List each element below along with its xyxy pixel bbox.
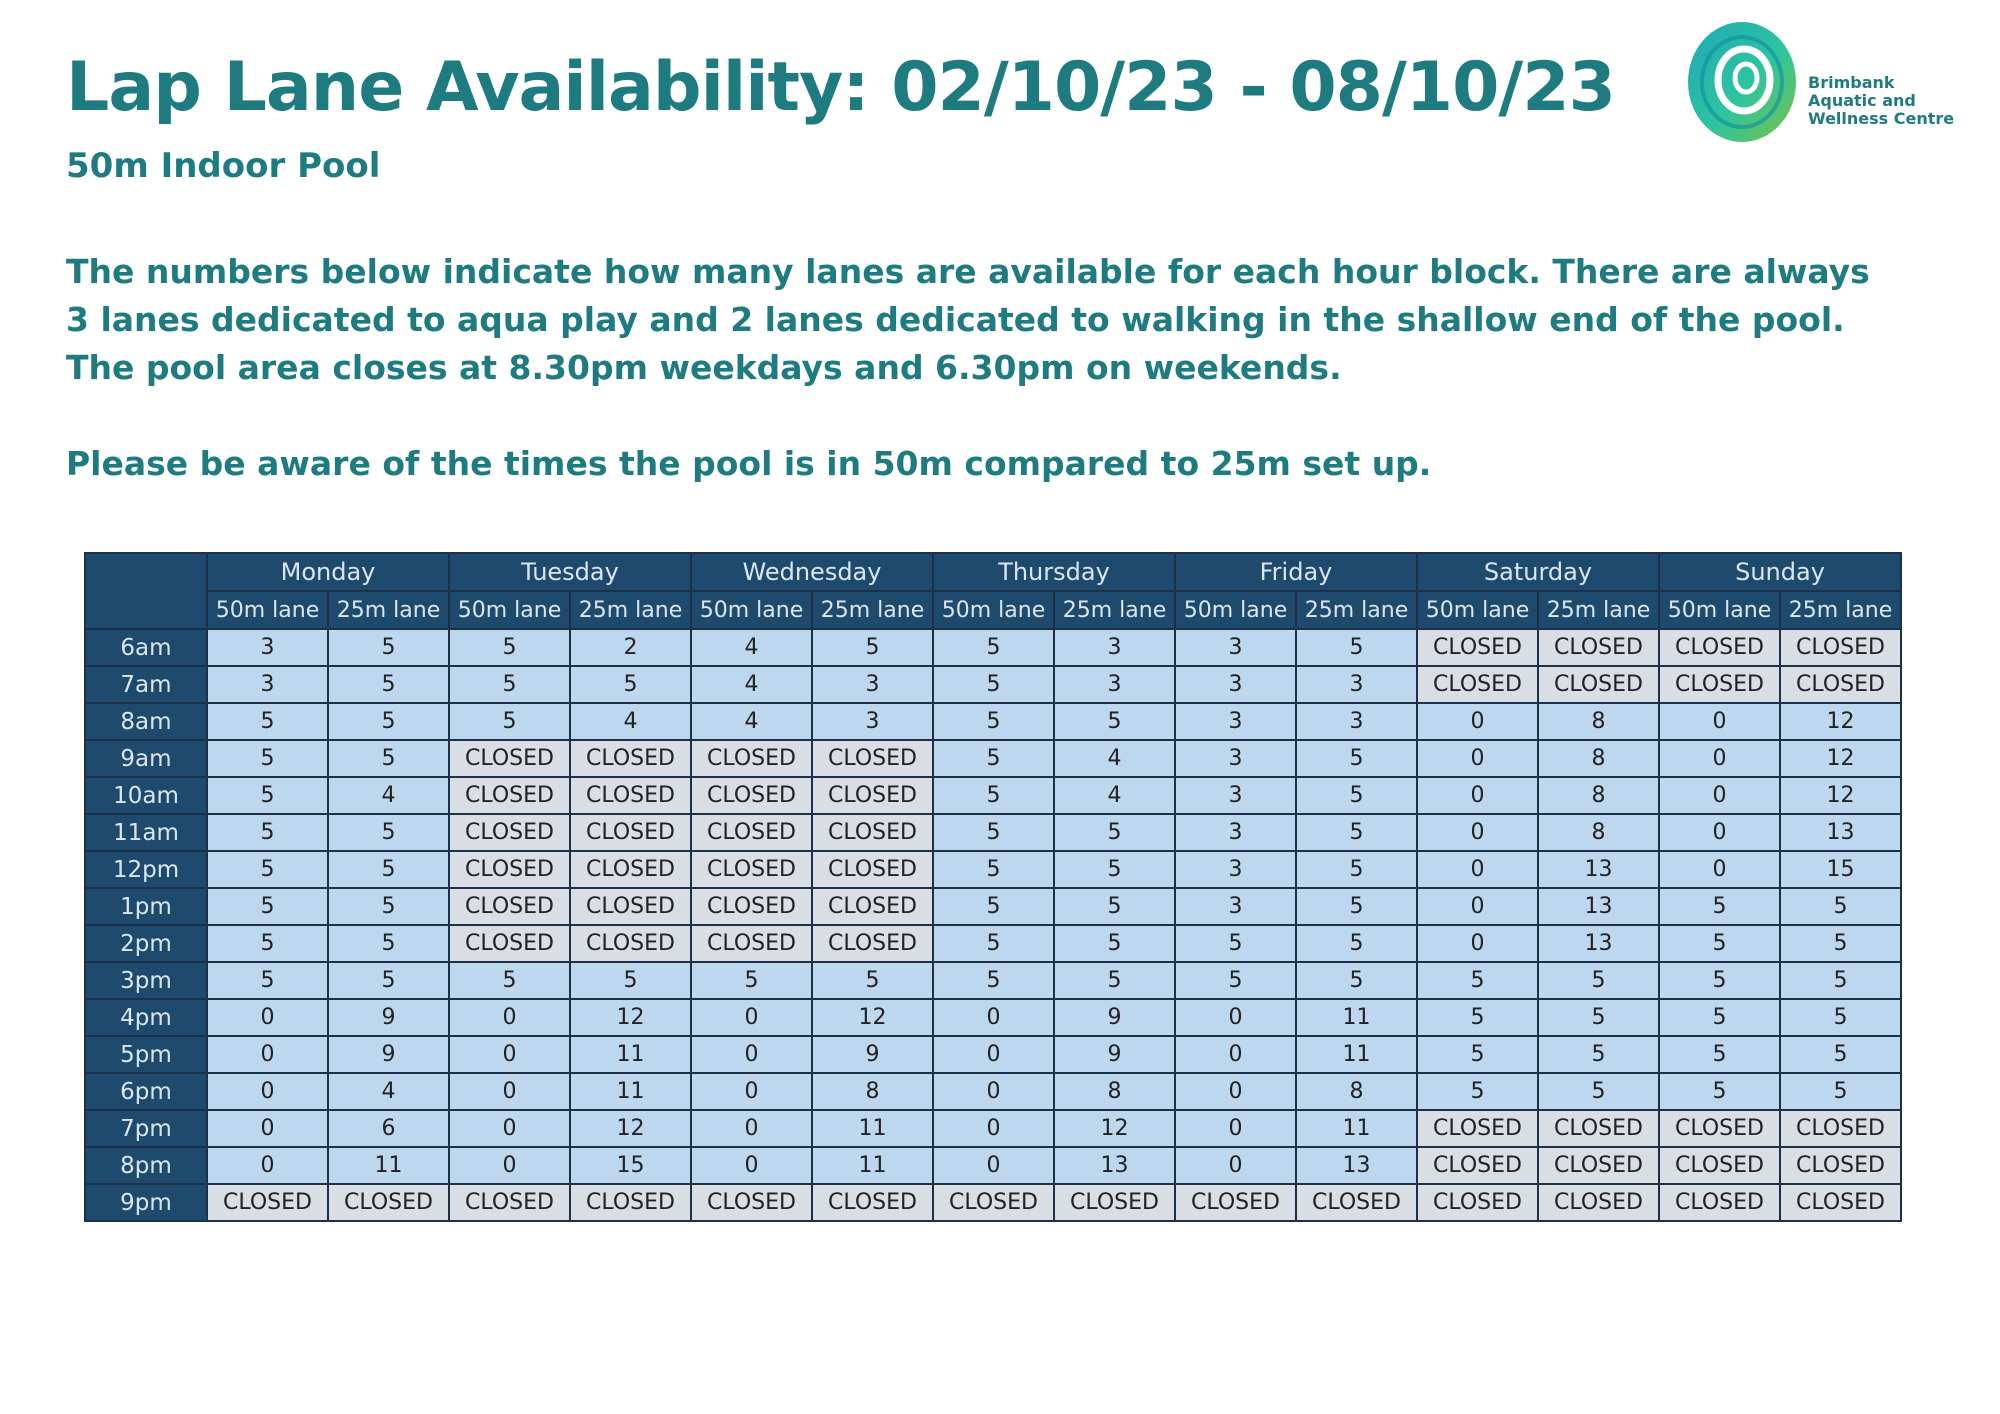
page-subtitle: 50m Indoor Pool <box>66 146 381 186</box>
lane-count-cell: 0 <box>1175 1110 1296 1147</box>
closed-cell: CLOSED <box>812 888 933 925</box>
lane-count-cell: 3 <box>1054 666 1175 703</box>
lane-count-cell: 3 <box>207 629 328 666</box>
lane-count-cell: 0 <box>207 999 328 1036</box>
table-body <box>85 629 1901 1221</box>
lane-count-cell: 5 <box>1538 962 1659 999</box>
lane-count-cell: 3 <box>1054 629 1175 666</box>
lane-count-cell: 4 <box>328 1073 449 1110</box>
lane-count-cell: 0 <box>449 1073 570 1110</box>
lane-count-cell: 6 <box>328 1110 449 1147</box>
lane-count-cell: 5 <box>328 814 449 851</box>
lane-count-cell: 5 <box>449 962 570 999</box>
closed-cell: CLOSED <box>1417 666 1538 703</box>
time-label: 4pm <box>85 999 207 1036</box>
closed-cell: CLOSED <box>1659 666 1780 703</box>
table-row <box>85 629 1901 666</box>
lane-count-cell: 5 <box>933 851 1054 888</box>
lane-count-cell: 4 <box>1054 740 1175 777</box>
closed-cell: CLOSED <box>1296 1184 1417 1221</box>
lane-count-cell: 5 <box>207 851 328 888</box>
lane-count-cell: 12 <box>1054 1110 1175 1147</box>
lane-count-cell: 12 <box>1780 740 1901 777</box>
closed-cell: CLOSED <box>1417 629 1538 666</box>
lane-count-cell: 0 <box>1417 777 1538 814</box>
closed-cell: CLOSED <box>1538 1184 1659 1221</box>
lane-count-cell: 0 <box>207 1110 328 1147</box>
lane-count-cell: 12 <box>812 999 933 1036</box>
lane-count-cell: 0 <box>691 1036 812 1073</box>
closed-cell: CLOSED <box>449 888 570 925</box>
lane-count-cell: 0 <box>449 1036 570 1073</box>
lane-count-cell: 5 <box>207 888 328 925</box>
logo-line: Brimbank <box>1808 73 1895 92</box>
lane-count-cell: 4 <box>570 703 691 740</box>
lane-count-cell: 5 <box>1780 1036 1901 1073</box>
lane-count-cell: 11 <box>1296 1110 1417 1147</box>
lane-count-cell: 4 <box>1054 777 1175 814</box>
closed-cell: CLOSED <box>812 925 933 962</box>
brimbank-logo <box>1684 20 1974 150</box>
lane-count-cell: 3 <box>812 666 933 703</box>
lane-count-cell: 5 <box>1659 888 1780 925</box>
lane-count-cell: 5 <box>328 740 449 777</box>
lane-count-cell: 5 <box>328 703 449 740</box>
table-row <box>85 777 1901 814</box>
lane-count-cell: 11 <box>812 1147 933 1184</box>
closed-cell: CLOSED <box>1659 1147 1780 1184</box>
time-label: 7pm <box>85 1110 207 1147</box>
lane-count-cell: 12 <box>570 999 691 1036</box>
lane-count-cell: 9 <box>328 999 449 1036</box>
lane-count-cell: 0 <box>1417 740 1538 777</box>
lane-count-cell: 4 <box>691 629 812 666</box>
lane-count-cell: 5 <box>328 629 449 666</box>
lane-count-cell: 9 <box>328 1036 449 1073</box>
intro-line: 3 lanes dedicated to aqua play and 2 lanes dedicated to walking in the shallow end of the pool. <box>66 300 1845 339</box>
lane-count-cell: 5 <box>1054 925 1175 962</box>
lane-count-cell: 5 <box>1417 962 1538 999</box>
lane-count-cell: 0 <box>933 1036 1054 1073</box>
time-label: 8am <box>85 703 207 740</box>
lane-count-cell: 5 <box>1175 962 1296 999</box>
lane-count-cell: 3 <box>812 703 933 740</box>
lane-count-cell: 5 <box>207 703 328 740</box>
logo-line: Wellness Centre <box>1808 109 1955 128</box>
lane-type-header: 50m lane <box>1659 591 1780 629</box>
lane-count-cell: 5 <box>207 777 328 814</box>
lane-count-cell: 13 <box>1538 888 1659 925</box>
time-label: 8pm <box>85 1147 207 1184</box>
day-header: Sunday <box>1659 553 1901 591</box>
lane-count-cell: 5 <box>1296 925 1417 962</box>
closed-cell: CLOSED <box>1780 1147 1901 1184</box>
lane-count-cell: 5 <box>449 666 570 703</box>
time-label: 9pm <box>85 1184 207 1221</box>
closed-cell: CLOSED <box>691 740 812 777</box>
closed-cell: CLOSED <box>570 814 691 851</box>
day-header: Friday <box>1175 553 1417 591</box>
lane-count-cell: 5 <box>328 851 449 888</box>
time-label: 6pm <box>85 1073 207 1110</box>
closed-cell: CLOSED <box>570 925 691 962</box>
lane-type-header: 25m lane <box>1780 591 1901 629</box>
lane-count-cell: 4 <box>691 666 812 703</box>
lane-count-cell: 0 <box>691 1147 812 1184</box>
lane-count-cell: 5 <box>1296 777 1417 814</box>
lane-count-cell: 11 <box>570 1036 691 1073</box>
lane-count-cell: 5 <box>933 666 1054 703</box>
lane-count-cell: 3 <box>1296 666 1417 703</box>
closed-cell: CLOSED <box>691 851 812 888</box>
lane-count-cell: 0 <box>449 1147 570 1184</box>
lane-count-cell: 4 <box>691 703 812 740</box>
table-row <box>85 1184 1901 1221</box>
lane-count-cell: 3 <box>1175 740 1296 777</box>
lane-count-cell: 15 <box>1780 851 1901 888</box>
lane-count-cell: 5 <box>1054 888 1175 925</box>
lane-count-cell: 13 <box>1538 925 1659 962</box>
lane-count-cell: 5 <box>1659 925 1780 962</box>
closed-cell: CLOSED <box>1417 1147 1538 1184</box>
lane-count-cell: 0 <box>1417 925 1538 962</box>
lane-type-header: 50m lane <box>449 591 570 629</box>
closed-cell: CLOSED <box>1780 666 1901 703</box>
lane-count-cell: 5 <box>933 629 1054 666</box>
day-header: Tuesday <box>449 553 691 591</box>
lane-type-header: 25m lane <box>570 591 691 629</box>
lane-count-cell: 3 <box>1175 777 1296 814</box>
lane-count-cell: 9 <box>1054 999 1175 1036</box>
logo-line: Aquatic and <box>1808 91 1916 110</box>
closed-cell: CLOSED <box>1538 666 1659 703</box>
lane-count-cell: 15 <box>570 1147 691 1184</box>
lane-count-cell: 9 <box>1054 1036 1175 1073</box>
intro-line: The numbers below indicate how many lanes are available for each hour block. There are always <box>66 252 1870 291</box>
lane-count-cell: 0 <box>933 1073 1054 1110</box>
lane-count-cell: 5 <box>1054 814 1175 851</box>
table-row <box>85 666 1901 703</box>
lane-count-cell: 5 <box>933 740 1054 777</box>
time-label: 5pm <box>85 1036 207 1073</box>
lane-count-cell: 11 <box>328 1147 449 1184</box>
lane-count-cell: 5 <box>933 777 1054 814</box>
lane-count-cell: 5 <box>207 740 328 777</box>
day-header: Wednesday <box>691 553 933 591</box>
table-row <box>85 851 1901 888</box>
lane-count-cell: 0 <box>1417 888 1538 925</box>
lane-count-cell: 0 <box>207 1147 328 1184</box>
time-label: 3pm <box>85 962 207 999</box>
lane-count-cell: 5 <box>1659 962 1780 999</box>
table-row <box>85 1073 1901 1110</box>
closed-cell: CLOSED <box>449 1184 570 1221</box>
lane-count-cell: 0 <box>449 1110 570 1147</box>
lane-count-cell: 0 <box>207 1073 328 1110</box>
closed-cell: CLOSED <box>207 1184 328 1221</box>
table-row <box>85 888 1901 925</box>
lane-count-cell: 5 <box>1780 962 1901 999</box>
lane-count-cell: 5 <box>933 888 1054 925</box>
lane-count-cell: 5 <box>1296 740 1417 777</box>
lane-count-cell: 11 <box>1296 1036 1417 1073</box>
closed-cell: CLOSED <box>1780 1110 1901 1147</box>
closed-cell: CLOSED <box>1780 1184 1901 1221</box>
lane-count-cell: 0 <box>933 1110 1054 1147</box>
lane-count-cell: 8 <box>1054 1073 1175 1110</box>
lane-type-header: 50m lane <box>691 591 812 629</box>
logo-text <box>1808 74 1954 128</box>
closed-cell: CLOSED <box>691 814 812 851</box>
lane-count-cell: 12 <box>1780 703 1901 740</box>
lane-count-cell: 5 <box>933 962 1054 999</box>
lane-count-cell: 0 <box>1175 1147 1296 1184</box>
closed-cell: CLOSED <box>691 777 812 814</box>
lane-availability-table <box>84 552 1902 1222</box>
lane-count-cell: 8 <box>1538 814 1659 851</box>
lane-count-cell: 5 <box>1538 1073 1659 1110</box>
closed-cell: CLOSED <box>570 777 691 814</box>
lane-count-cell: 11 <box>812 1110 933 1147</box>
time-label: 10am <box>85 777 207 814</box>
time-label: 9am <box>85 740 207 777</box>
lane-count-cell: 2 <box>570 629 691 666</box>
lane-count-cell: 5 <box>1417 1073 1538 1110</box>
lane-type-header: 50m lane <box>933 591 1054 629</box>
closed-cell: CLOSED <box>691 925 812 962</box>
closed-cell: CLOSED <box>1659 629 1780 666</box>
lane-count-cell: 0 <box>1417 851 1538 888</box>
closed-cell: CLOSED <box>328 1184 449 1221</box>
closed-cell: CLOSED <box>570 888 691 925</box>
closed-cell: CLOSED <box>1780 629 1901 666</box>
lane-count-cell: 5 <box>570 962 691 999</box>
lane-count-cell: 0 <box>1175 1073 1296 1110</box>
lane-type-header: 50m lane <box>207 591 328 629</box>
lane-count-cell: 0 <box>933 1147 1054 1184</box>
lane-count-cell: 8 <box>1538 777 1659 814</box>
lane-count-cell: 5 <box>1780 925 1901 962</box>
lane-count-cell: 5 <box>1296 629 1417 666</box>
lane-count-cell: 5 <box>933 925 1054 962</box>
closed-cell: CLOSED <box>449 777 570 814</box>
lane-type-header: 25m lane <box>328 591 449 629</box>
table-row <box>85 1110 1901 1147</box>
time-label: 2pm <box>85 925 207 962</box>
closed-cell: CLOSED <box>691 888 812 925</box>
lane-count-cell: 3 <box>1175 629 1296 666</box>
lane-count-cell: 5 <box>1296 814 1417 851</box>
lane-count-cell: 11 <box>1296 999 1417 1036</box>
lane-count-cell: 5 <box>812 629 933 666</box>
closed-cell: CLOSED <box>570 740 691 777</box>
lane-count-cell: 0 <box>691 1073 812 1110</box>
closed-cell: CLOSED <box>1054 1184 1175 1221</box>
lane-count-cell: 0 <box>207 1036 328 1073</box>
lane-type-header: 50m lane <box>1417 591 1538 629</box>
closed-cell: CLOSED <box>449 814 570 851</box>
lane-count-cell: 0 <box>1659 740 1780 777</box>
lane-count-cell: 5 <box>691 962 812 999</box>
lane-count-cell: 5 <box>1659 1036 1780 1073</box>
lane-count-cell: 5 <box>207 814 328 851</box>
closed-cell: CLOSED <box>1175 1184 1296 1221</box>
table-row <box>85 703 1901 740</box>
day-header-row <box>85 553 1901 591</box>
lane-count-cell: 3 <box>1175 703 1296 740</box>
lane-count-cell: 5 <box>1054 703 1175 740</box>
lane-count-cell: 5 <box>1296 851 1417 888</box>
lane-count-cell: 3 <box>1175 888 1296 925</box>
lane-count-cell: 4 <box>328 777 449 814</box>
closed-cell: CLOSED <box>1659 1110 1780 1147</box>
closed-cell: CLOSED <box>812 851 933 888</box>
closed-cell: CLOSED <box>449 925 570 962</box>
day-header: Saturday <box>1417 553 1659 591</box>
closed-cell: CLOSED <box>570 851 691 888</box>
time-label: 11am <box>85 814 207 851</box>
lane-count-cell: 5 <box>1296 962 1417 999</box>
lane-count-cell: 5 <box>1054 851 1175 888</box>
lane-count-cell: 5 <box>328 962 449 999</box>
table-row <box>85 1147 1901 1184</box>
lane-count-cell: 5 <box>1538 999 1659 1036</box>
lane-type-header: 25m lane <box>1296 591 1417 629</box>
lane-count-cell: 11 <box>570 1073 691 1110</box>
closed-cell: CLOSED <box>449 851 570 888</box>
logo-emblem-icon <box>1684 20 1802 144</box>
lane-count-cell: 5 <box>1780 1073 1901 1110</box>
lane-count-cell: 8 <box>812 1073 933 1110</box>
lane-count-cell: 5 <box>1538 1036 1659 1073</box>
lane-count-cell: 8 <box>1538 703 1659 740</box>
lane-count-cell: 0 <box>933 999 1054 1036</box>
table-row <box>85 925 1901 962</box>
lane-type-header: 50m lane <box>1175 591 1296 629</box>
lane-count-cell: 5 <box>570 666 691 703</box>
lane-count-cell: 0 <box>1659 814 1780 851</box>
lane-count-cell: 5 <box>1296 888 1417 925</box>
closed-cell: CLOSED <box>1659 1184 1780 1221</box>
closed-cell: CLOSED <box>570 1184 691 1221</box>
lane-count-cell: 5 <box>1175 925 1296 962</box>
closed-cell: CLOSED <box>449 740 570 777</box>
time-label: 7am <box>85 666 207 703</box>
lane-count-cell: 5 <box>328 925 449 962</box>
lane-type-header: 25m lane <box>812 591 933 629</box>
lane-count-cell: 0 <box>1175 999 1296 1036</box>
table-row <box>85 999 1901 1036</box>
lane-count-cell: 13 <box>1296 1147 1417 1184</box>
closed-cell: CLOSED <box>812 777 933 814</box>
lane-count-cell: 12 <box>1780 777 1901 814</box>
lane-type-header: 25m lane <box>1538 591 1659 629</box>
lane-count-cell: 5 <box>1054 962 1175 999</box>
lane-count-cell: 5 <box>1780 888 1901 925</box>
lane-count-cell: 12 <box>570 1110 691 1147</box>
lane-count-cell: 5 <box>1780 999 1901 1036</box>
lane-count-cell: 5 <box>1659 999 1780 1036</box>
lane-count-cell: 0 <box>1417 814 1538 851</box>
lane-count-cell: 5 <box>1417 999 1538 1036</box>
closed-cell: CLOSED <box>1417 1184 1538 1221</box>
lane-count-cell: 5 <box>207 962 328 999</box>
lane-count-cell: 0 <box>1659 703 1780 740</box>
table-row <box>85 962 1901 999</box>
table-row <box>85 1036 1901 1073</box>
lane-count-cell: 13 <box>1054 1147 1175 1184</box>
lane-header-row <box>85 591 1901 629</box>
page-title: Lap Lane Availability: 02/10/23 - 08/10/23 <box>66 48 1615 127</box>
setup-notice: Please be aware of the times the pool is in 50m compared to 25m set up. <box>66 444 1432 483</box>
lane-count-cell: 3 <box>207 666 328 703</box>
closed-cell: CLOSED <box>1538 1110 1659 1147</box>
closed-cell: CLOSED <box>1538 629 1659 666</box>
table-row <box>85 740 1901 777</box>
day-header: Thursday <box>933 553 1175 591</box>
intro-line: The pool area closes at 8.30pm weekdays and 6.30pm on weekends. <box>66 348 1342 387</box>
intro-text <box>66 248 1946 392</box>
lane-count-cell: 5 <box>1417 1036 1538 1073</box>
closed-cell: CLOSED <box>812 814 933 851</box>
lane-count-cell: 5 <box>933 814 1054 851</box>
lane-count-cell: 3 <box>1296 703 1417 740</box>
closed-cell: CLOSED <box>812 1184 933 1221</box>
lane-count-cell: 3 <box>1175 814 1296 851</box>
closed-cell: CLOSED <box>812 740 933 777</box>
lane-count-cell: 5 <box>1659 1073 1780 1110</box>
table-row <box>85 814 1901 851</box>
time-label: 6am <box>85 629 207 666</box>
lane-count-cell: 0 <box>691 1110 812 1147</box>
corner-cell <box>85 553 207 629</box>
lane-count-cell: 0 <box>1659 851 1780 888</box>
lane-type-header: 25m lane <box>1054 591 1175 629</box>
closed-cell: CLOSED <box>691 1184 812 1221</box>
lane-count-cell: 13 <box>1780 814 1901 851</box>
closed-cell: CLOSED <box>933 1184 1054 1221</box>
closed-cell: CLOSED <box>1538 1147 1659 1184</box>
lane-count-cell: 0 <box>691 999 812 1036</box>
lane-count-cell: 0 <box>1417 703 1538 740</box>
lane-count-cell: 5 <box>449 703 570 740</box>
closed-cell: CLOSED <box>1417 1110 1538 1147</box>
lane-count-cell: 5 <box>328 666 449 703</box>
lane-count-cell: 8 <box>1538 740 1659 777</box>
lane-count-cell: 5 <box>207 925 328 962</box>
lane-count-cell: 5 <box>812 962 933 999</box>
time-label: 1pm <box>85 888 207 925</box>
lane-count-cell: 0 <box>1175 1036 1296 1073</box>
lane-count-cell: 9 <box>812 1036 933 1073</box>
lane-count-cell: 3 <box>1175 851 1296 888</box>
lane-count-cell: 8 <box>1296 1073 1417 1110</box>
day-header: Monday <box>207 553 449 591</box>
lane-count-cell: 0 <box>449 999 570 1036</box>
lane-count-cell: 3 <box>1175 666 1296 703</box>
lane-count-cell: 5 <box>449 629 570 666</box>
lane-count-cell: 13 <box>1538 851 1659 888</box>
time-label: 12pm <box>85 851 207 888</box>
lane-count-cell: 0 <box>1659 777 1780 814</box>
lane-count-cell: 5 <box>328 888 449 925</box>
lane-count-cell: 5 <box>933 703 1054 740</box>
